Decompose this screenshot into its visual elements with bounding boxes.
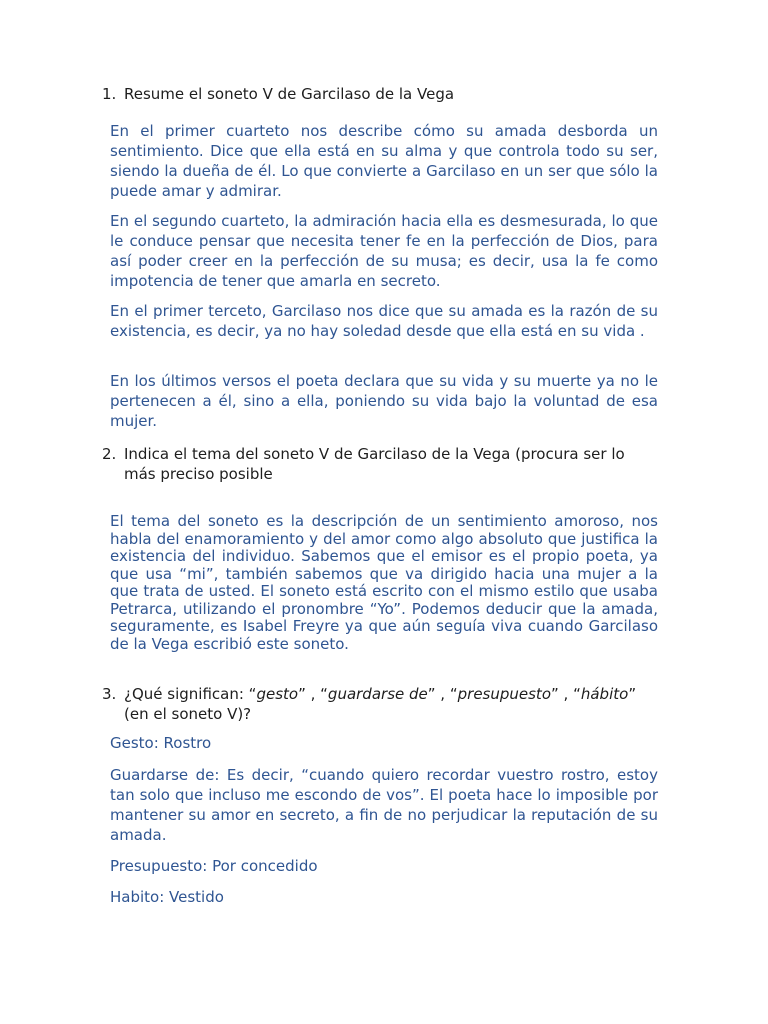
answer-1-paragraph-2: En el segundo cuarteto, la admiración hacia ella es desmesurada, lo que le conduce pensar que necesita tener fe en la perfección de Dios, para así poder creer en la perfección de su musa; es decir, usa la fe como impotencia de tener que amarla en secreto. bbox=[110, 212, 658, 290]
question-3-text-line-2: (en el soneto V)? bbox=[124, 705, 252, 723]
question-2-number: 2. bbox=[102, 445, 117, 463]
term-gesto: gesto bbox=[256, 685, 299, 703]
answer-1-paragraph-4: En los últimos versos el poeta declara que su vida y su muerte ya no le pertenecen a él, sino a ella, poniendo su vida bajo la voluntad de esa mujer. bbox=[110, 372, 658, 430]
question-3-number: 3. bbox=[102, 685, 117, 703]
answer-3-guardarse-de: Guardarse de: Es decir, “cuando quiero recordar vuestro rostro, estoy tan solo que incluso me escondo de vos”. El poeta hace lo imposible por mantener su amor en secreto, a fin de no perjudicar la reputación de su amada. bbox=[110, 766, 658, 844]
term-presupuesto: presupuesto bbox=[457, 685, 551, 703]
question-3 bbox=[102, 684, 662, 724]
question-2-text-line-2: más preciso posible bbox=[124, 465, 273, 483]
answer-3-gesto: Gesto: Rostro bbox=[110, 734, 212, 752]
question-3-text-line-1: ¿Qué significan: “gesto” , “guardarse de” , “presupuesto” , “hábito” bbox=[124, 685, 637, 703]
question-2-text-line-1: Indica el tema del soneto V de Garcilaso de la Vega (procura ser lo bbox=[124, 445, 625, 463]
question-1 bbox=[102, 84, 662, 104]
term-guardarse-de: guardarse de bbox=[327, 685, 428, 703]
term-habito: hábito bbox=[580, 685, 629, 703]
answer-1-paragraph-1: En el primer cuarteto nos describe cómo su amada desborda un sentimiento. Dice que ella está en su alma y que controla todo su ser, siendo la dueña de él. Lo que convierte a Garcilaso en un ser que sólo la puede amar y admirar. bbox=[110, 122, 658, 200]
answer-2: El tema del soneto es la descripción de un sentimiento amoroso, nos habla del enamoramiento y del amor como algo absoluto que justifica la existencia del individuo. Sabemos que el emisor es el propio poeta, ya que usa “mi”, también sabemos que va dirigido hacia una mujer a la que trata de usted. El soneto está escrito con el mismo estilo que usaba Petrarca, utilizando el pronombre “Yo”. Podemos deducir que la amada, seguramente, es Isabel Freyre ya que aún seguía viva cuando Garcilaso de la Vega escribió este soneto. bbox=[110, 512, 658, 653]
answer-3-presupuesto: Presupuesto: Por concedido bbox=[110, 857, 318, 875]
question-1-text: Resume el soneto V de Garcilaso de la Vega bbox=[124, 85, 455, 103]
question-1-number: 1. bbox=[102, 85, 117, 103]
question-2 bbox=[102, 444, 662, 484]
answer-3-habito: Habito: Vestido bbox=[110, 888, 224, 906]
answer-1-paragraph-3: En el primer terceto, Garcilaso nos dice que su amada es la razón de su existencia, es decir, ya no hay soledad desde que ella está en su vida . bbox=[110, 302, 658, 340]
